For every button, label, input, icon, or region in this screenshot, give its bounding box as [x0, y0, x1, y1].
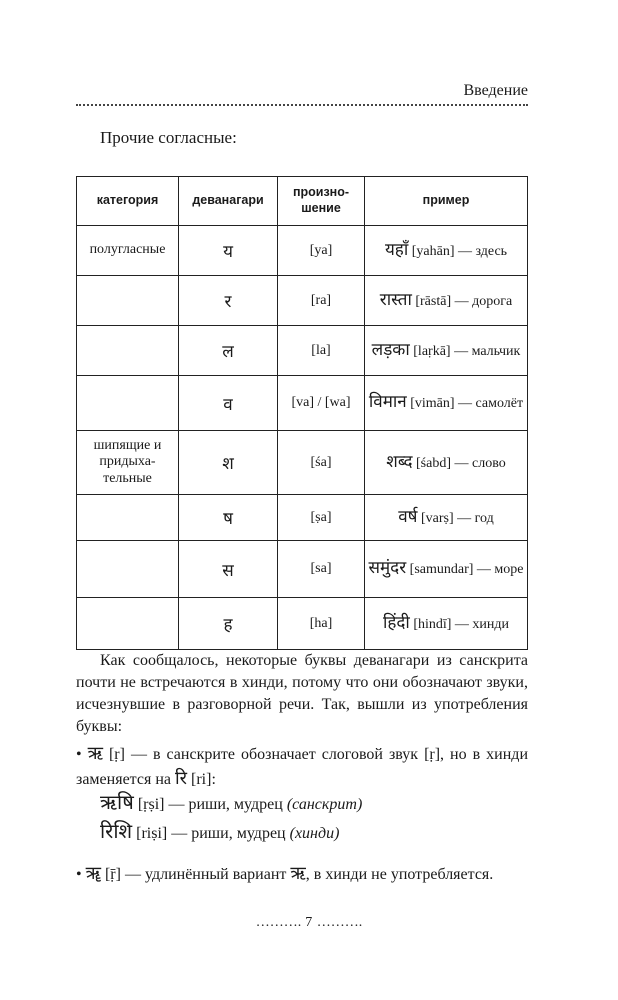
letter-cell: य	[179, 226, 278, 276]
category-cell: полугласные	[77, 226, 179, 276]
example-line: रिशि [riṣi] — риши, мудрец (хинди)	[100, 819, 340, 843]
devanagari-letter: ऋ	[87, 743, 103, 764]
header-pronunciation: произно- шение	[278, 177, 365, 226]
table-row	[77, 376, 528, 431]
table-row	[77, 495, 528, 541]
example-line: ऋषि [ṛṣi] — риши, мудрец (санскрит)	[100, 790, 363, 814]
table-row	[77, 541, 528, 598]
letter-cell: श	[179, 431, 278, 495]
pron-cell: [va] / [wa]	[278, 376, 365, 431]
devanagari-letter: रि	[174, 767, 188, 789]
pron-cell: [sa]	[278, 541, 365, 598]
category-cell	[77, 276, 179, 326]
letter-cell: ह	[179, 598, 278, 650]
bullet-icon: •	[76, 746, 82, 763]
pron-cell: [śa]	[278, 431, 365, 495]
letter-cell: ष	[179, 495, 278, 541]
example-cell: यहाँ [yahān] — здесь	[365, 226, 528, 276]
devanagari-letter: ऋ	[290, 863, 306, 884]
page-footer	[0, 915, 618, 931]
section-intro: Прочие согласные:	[100, 128, 237, 147]
header-category: категория	[77, 177, 179, 226]
example-cell: शब्द [śabd] — слово	[365, 431, 528, 495]
devanagari-letter: ॠ	[85, 863, 101, 884]
category-cell	[77, 598, 179, 650]
letter-cell: व	[179, 376, 278, 431]
table-row	[77, 431, 528, 495]
category-cell	[77, 495, 179, 541]
table-row	[77, 598, 528, 650]
letter-cell: ल	[179, 326, 278, 376]
header-example: пример	[365, 177, 528, 226]
example-cell: विमान [vimān] — самолёт	[365, 376, 528, 431]
page-number: 7	[305, 915, 313, 930]
header-divider	[76, 104, 528, 106]
table-header-row	[77, 177, 528, 226]
dotted-leader: ……….	[316, 915, 363, 930]
running-header: Введение	[463, 82, 528, 99]
category-cell	[77, 326, 179, 376]
pron-cell: [ha]	[278, 598, 365, 650]
pron-cell: [la]	[278, 326, 365, 376]
example-cell: रास्ता [rāstā] — дорога	[365, 276, 528, 326]
example-cell: हिंदी [hindī] — хинди	[365, 598, 528, 650]
table-row	[77, 326, 528, 376]
dotted-leader: ……….	[255, 915, 302, 930]
category-cell: шипящие и придыха-тельные	[77, 431, 179, 495]
pron-cell: [ra]	[278, 276, 365, 326]
example-cell: लड़का [laṛkā] — мальчик	[365, 326, 528, 376]
table-row	[77, 226, 528, 276]
category-cell	[77, 376, 179, 431]
bullet-item: • ऋ [ṛ] — в санскрите обозначает слоговой звук [ṛ], но в хинди заменяется на रि [ri]:	[76, 743, 529, 789]
consonants-table	[76, 176, 528, 650]
letter-cell: स	[179, 541, 278, 598]
table-row	[77, 276, 528, 326]
category-cell	[77, 541, 179, 598]
bullet-item: • ॠ [ṝ] — удлинённый вариант ऋ, в хинди не употребляется.	[76, 863, 494, 884]
paragraph: Как сообщалось, некоторые буквы деванагари из санскрита почти не встречаются в хинди, потому что они обозначают звуки, исчезнувшие в разговорной речи. Так, вышли из употребления буквы:	[76, 652, 528, 735]
pron-cell: [ṣa]	[278, 495, 365, 541]
example-cell: समुंदर [samundar] — море	[365, 541, 528, 598]
pron-cell: [ya]	[278, 226, 365, 276]
example-cell: वर्ष [varṣ] — год	[365, 495, 528, 541]
letter-cell: र	[179, 276, 278, 326]
bullet-icon: •	[76, 866, 82, 883]
header-devanagari: деванагари	[179, 177, 278, 226]
